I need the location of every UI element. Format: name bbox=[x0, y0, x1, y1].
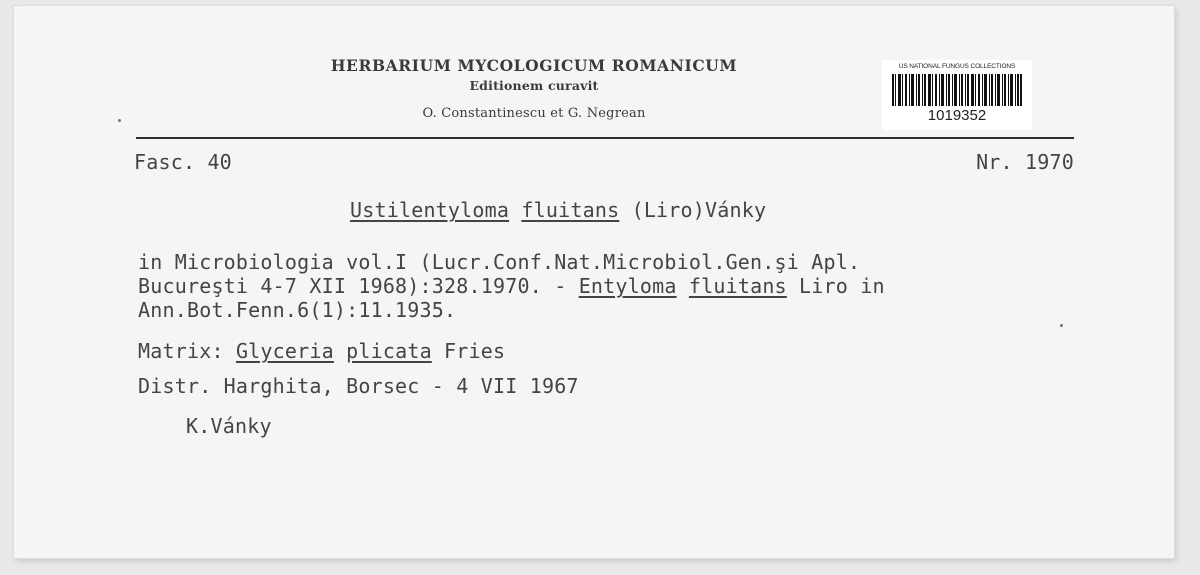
matrix-label: Matrix: bbox=[138, 339, 236, 363]
species-genus: Ustilentyloma bbox=[350, 198, 510, 222]
citation-line-2 bbox=[138, 274, 885, 298]
species-name bbox=[350, 198, 766, 222]
species-epithet: fluitans bbox=[521, 198, 620, 222]
paper-speck bbox=[118, 119, 121, 122]
barcode-number: 1019352 bbox=[927, 107, 987, 124]
herbarium-subtitle: Editionem curavit bbox=[469, 78, 599, 93]
header-divider bbox=[136, 137, 1074, 139]
basionym-epithet: fluitans bbox=[688, 274, 787, 298]
paper-speck bbox=[1060, 324, 1063, 327]
host-epithet: plicata bbox=[346, 339, 432, 363]
specimen-number: Nr. 1970 bbox=[976, 150, 1074, 174]
species-authority: (Liro)Vánky bbox=[631, 198, 767, 222]
fascicle-number: Fasc. 40 bbox=[134, 150, 232, 174]
distribution-line: Distr. Harghita, Borsec - 4 VII 1967 bbox=[138, 374, 579, 398]
basionym-genus: Entyloma bbox=[578, 274, 677, 298]
host-genus: Glyceria bbox=[235, 339, 334, 363]
barcode-bars bbox=[892, 74, 1022, 106]
collector-name: K.Vánky bbox=[186, 414, 272, 438]
citation-line-3: Ann.Bot.Fenn.6(1):11.1935. bbox=[138, 298, 457, 322]
herbarium-label-card bbox=[14, 6, 1174, 558]
matrix-line bbox=[138, 339, 505, 363]
barcode-label: US NATIONAL FUNGUS COLLECTIONS bbox=[898, 63, 1016, 70]
citation-line-1: in Microbiologia vol.I (Lucr.Conf.Nat.Microbiol.Gen.şi Apl. bbox=[138, 250, 861, 274]
citation-line-2-prefix: Bucureşti 4-7 XII 1968):328.1970. - bbox=[138, 274, 579, 298]
host-authority: Fries bbox=[431, 339, 506, 363]
herbarium-title: HERBARIUM MYCOLOGICUM ROMANICUM bbox=[330, 56, 738, 75]
herbarium-editors: O. Constantinescu et G. Negrean bbox=[422, 106, 646, 121]
barcode-sticker bbox=[882, 60, 1032, 130]
citation-line-2-suffix: Liro in bbox=[786, 274, 885, 298]
